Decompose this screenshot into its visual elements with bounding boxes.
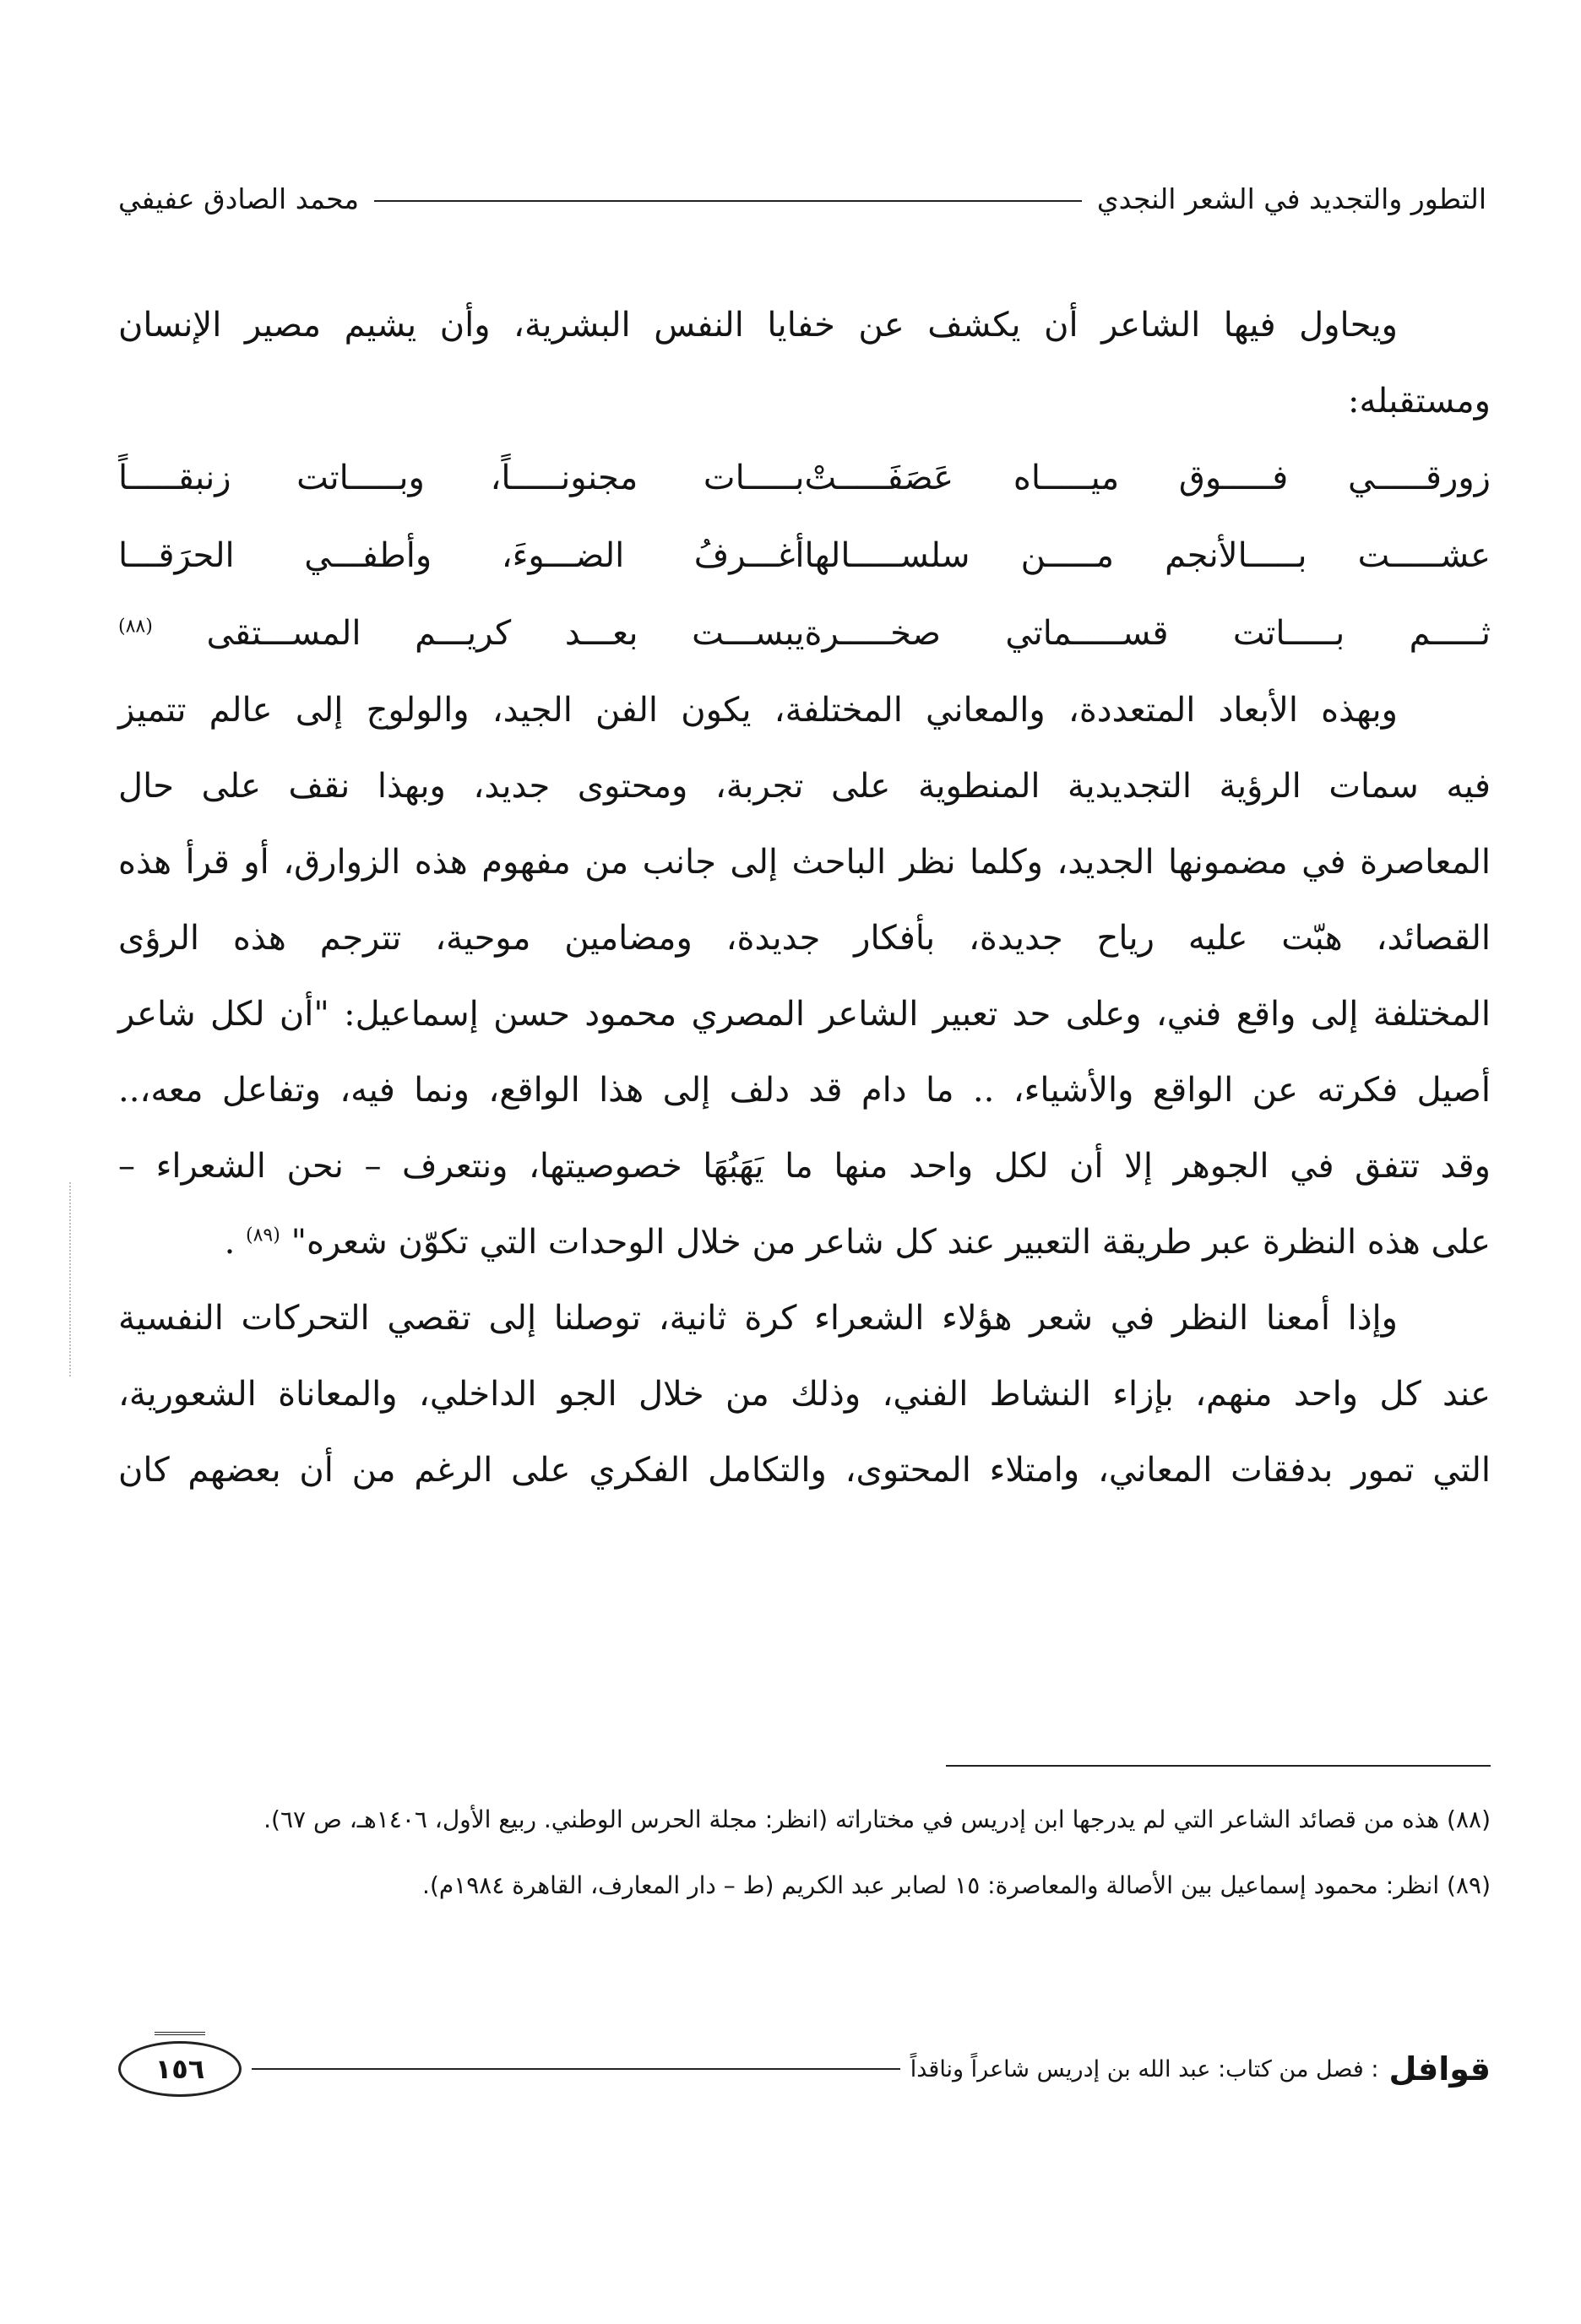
header-rule	[374, 200, 1082, 202]
margin-dots	[69, 1182, 74, 1376]
para2-line-3: التي تمور بدفقات المعاني، وامتلاء المحتوى، والتكامل الفكري على الرغم من أن بعضهم كان	[118, 1451, 1491, 1490]
ornament-icon	[155, 2032, 205, 2044]
para2-line-2: عند كل واحد منهم، بإزاء النشاط الفني، وذلك من خلال الجو الداخلي، والمعاناة الشعورية،	[118, 1375, 1491, 1414]
verse-1-second-hemistich: بـــــات مجنونـــــاً، وبـــــاتت زنبقـــــاً	[118, 459, 805, 497]
footnote-88-mark: (٨٨)	[1447, 1805, 1491, 1833]
footnote-ref-88: (٨٨)	[118, 616, 153, 638]
para1-line-8: على هذه النظرة عبر طريقة التعبير عند كل شاعر من خلال الوحدات التي تكوّن شعره"	[291, 1223, 1491, 1262]
para2-line-1: وإذا أمعنا النظر في شعر هؤلاء الشعراء كرة ثانية، توصلنا إلى تقصي التحركات النفسية	[118, 1299, 1398, 1338]
footnote-88-text: هذه من قصائد الشاعر التي لم يدرجها ابن إدريس في مختاراته (انظر: مجلة الحرس الوطني. ربيع الأول، ١٤٠٦هـ، ص ٦٧).	[264, 1805, 1440, 1833]
intro-line-2: ومستقبله:	[1348, 382, 1491, 421]
verse-3-second-hemistich: يبســـت بعـــد كريـــم المســـتقى	[206, 614, 805, 653]
verse-3	[118, 595, 1491, 672]
page-number: ١٥٦	[155, 2053, 205, 2085]
header-author: محمد الصادق عفيفي	[118, 182, 360, 215]
poem	[118, 439, 1491, 672]
main-text	[118, 287, 1491, 1508]
verse-2	[118, 517, 1491, 595]
footnotes	[118, 1790, 1491, 1922]
para1-line-6: أصيل فكرته عن الواقع والأشياء، .. ما دام قد دلف إلى هذا الواقع، ونما فيه، وتفاعل معه،..	[118, 1071, 1491, 1110]
verse-3-first-hemistich: ثـــــم بـــــاتت قســـــماتي صخـــــرة	[804, 614, 1491, 653]
page-number-badge	[118, 2041, 242, 2097]
footer-rule	[252, 2068, 900, 2070]
para1-line-8-wrap	[118, 1204, 1491, 1280]
footnote-ref-89: (٨٩)	[246, 1224, 280, 1246]
verse-2-second-hemistich: أغـــرفُ الضـــوءَ، وأطفـــي الحرَقـــا	[118, 536, 805, 575]
verse-2-first-hemistich: عشـــــت بـــــالأنجم مـــــن سلســـــالها	[804, 536, 1491, 575]
verse-1	[118, 439, 1491, 517]
footnote-rule	[946, 1765, 1491, 1767]
header-title: التطور والتجديد في الشعر النجدي	[1096, 182, 1486, 215]
para1-line-7: وقد تتفق في الجوهر إلا أن لكل واحد منها ما يَهَبُهَا خصوصيتها، ونتعرف – نحن الشعراء –	[118, 1147, 1491, 1186]
footer-subtitle: : فصل من كتاب: عبد الله بن إدريس شاعراً وناقداً	[910, 2055, 1379, 2082]
para1-line-5: المختلفة إلى واقع فني، وعلى حد تعبير الشاعر المصري محمود حسن إسماعيل: "أن لكل شاعر	[118, 995, 1491, 1034]
intro-line-1: ويحاول فيها الشاعر أن يكشف عن خفايا النفس البشرية، وأن يشيم مصير الإنسان	[118, 306, 1398, 345]
running-footer	[118, 2035, 1491, 2103]
footnote-89	[118, 1856, 1491, 1915]
para1-end: .	[224, 1223, 236, 1262]
footnote-89-text: انظر: محمود إسماعيل بين الأصالة والمعاصرة: ١٥ لصابر عبد الكريم (ط – دار المعارف، القاهرة ١٩٨٤م).	[422, 1871, 1440, 1899]
para1-line-3: المعاصرة في مضمونها الجديد، وكلما نظر الباحث إلى جانب من مفهوم هذه الزوارق، أو قرأ هذه	[118, 843, 1491, 882]
footnote-88	[118, 1790, 1491, 1849]
verse-3-second-hemistich-wrap	[118, 595, 805, 671]
running-header	[118, 173, 1486, 224]
verse-1-first-hemistich: زورقـــــي فـــــوق ميـــــاه عَصَفَـــــتْ	[804, 459, 1491, 497]
para1-line-1: وبهذه الأبعاد المتعددة، والمعاني المختلفة، يكون الفن الجيد، والولوج إلى عالم تتميز	[118, 691, 1398, 730]
para1-line-4: القصائد، هبّت عليه رياح جديدة، بأفكار جديدة، ومضامين موحية، تترجم هذه الرؤى	[118, 919, 1491, 958]
footnote-89-mark: (٨٩)	[1447, 1871, 1491, 1899]
para1-line-2: فيه سمات الرؤية التجديدية المنطوية على تجربة، ومحتوى جديد، وبهذا نقف على حال	[118, 767, 1491, 806]
footer-label: قوافل	[1388, 2050, 1491, 2088]
